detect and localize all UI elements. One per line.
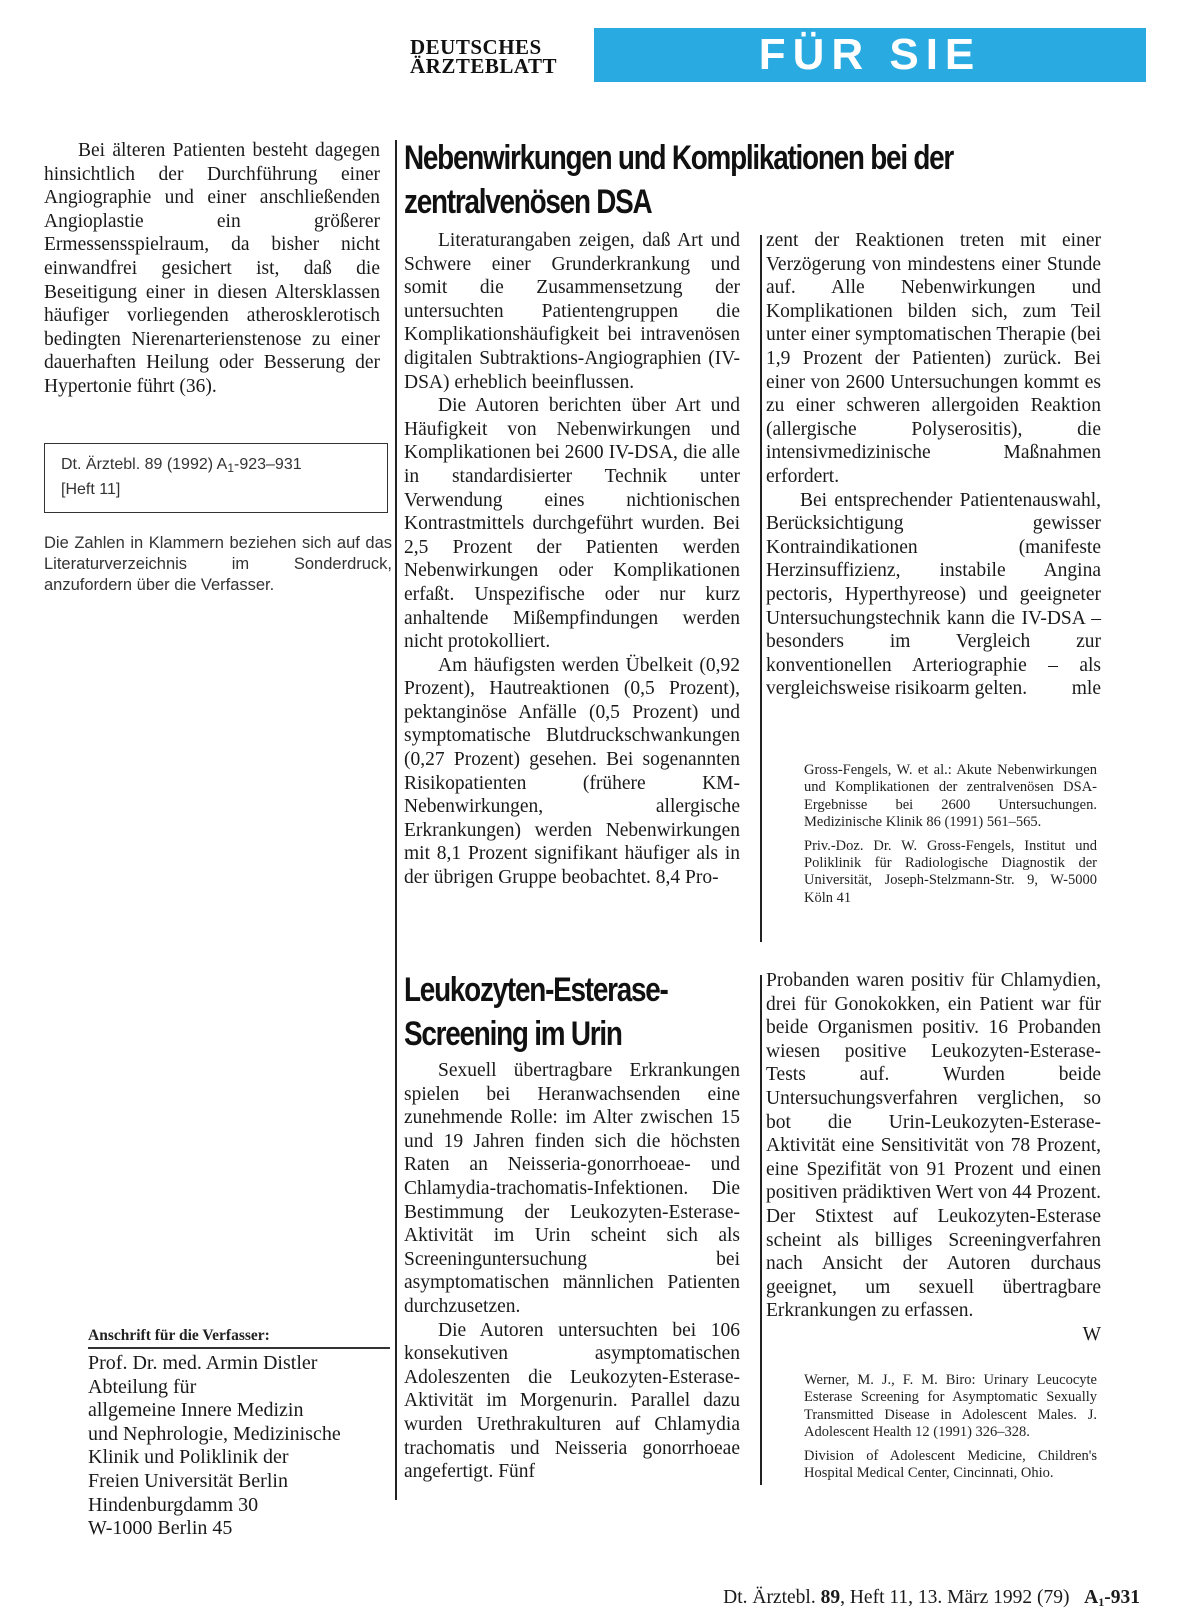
article1-title bbox=[404, 136, 953, 224]
left-column-intro bbox=[44, 139, 380, 399]
article2-column-1 bbox=[404, 1059, 740, 1484]
paragraph: Am häufigsten werden Übelkeit (0,92 Prozent), Hautreaktionen (0,5 Prozent), pektanginöse Anfälle (0,5 Prozent) und symptomatische Blutdruckschwankungen (0,27 Prozent) gesehen. Bei sogenannten Risikopatienten (frühere KM-Nebenwirkungen, allergische Erkrankungen) werden Nebenwirkungen mit 8,1 Prozent signifikant häufiger als in der übrigen Gruppe beobachtet. 8,4 Pro- bbox=[404, 654, 740, 889]
author-initials: W bbox=[1082, 1323, 1101, 1345]
reference-address: Division of Adolescent Medicine, Children's Hospital Medical Center, Cincinnati, Ohio. bbox=[804, 1447, 1097, 1482]
article2-title bbox=[404, 968, 668, 1056]
article1-column-1 bbox=[404, 229, 740, 890]
article2-title-line-1: Leukozyten-Esterase- bbox=[404, 971, 668, 1009]
page-footer: Dt. Ärztebl. 89, Heft 11, 13. März 1992 (79) $A_1-931$ bbox=[723, 1587, 1140, 1609]
article2-column-2 bbox=[766, 969, 1101, 1347]
address-line: Prof. Dr. med. Armin Distler bbox=[88, 1352, 318, 1374]
article1-title-line-2: zentralvenösen DSA bbox=[404, 183, 652, 221]
column-divider-article2 bbox=[760, 975, 762, 1485]
journal-logo bbox=[410, 35, 586, 78]
citation-box bbox=[44, 443, 388, 513]
article1-title-line-1: Nebenwirkungen und Komplikationen bei der bbox=[404, 139, 954, 177]
paragraph: Bei entsprechender Patientenauswahl, Berücksichtigung gewisser Kontraindikationen (manifeste Herzinsuffizienz, instabile Angina pectoris, Hyperthyreose) und geeigneter Untersuchungstechnik kann die IV-DSA – besonders im Vergleich zur konventionellen Arteriographie – als vergleichsweise risikoarm gelten. bbox=[766, 489, 1101, 700]
article1-references bbox=[804, 762, 1097, 913]
reference-address: Priv.-Doz. Dr. W. Gross-Fengels, Institut und Poliklinik für Radiologische Diagnostik der Universität, Joseph-Stelzmann-Str. 9, W-5000 Köln 41 bbox=[804, 837, 1097, 906]
article1-column-2 bbox=[766, 229, 1101, 700]
author-address bbox=[88, 1352, 398, 1541]
address-line: allgemeine Innere Medizin bbox=[88, 1399, 304, 1422]
paragraph: Probanden waren positiv für Chlamydien, drei für Gonokokken, ein Patient war für beide Organismen positiv. 16 Probanden wiesen positive Leukozyten-Esterase-Tests auf. Wurden beide Untersuchungsverfahren verglichen, so bot die Urin-Leukozyten-Esterase-Aktivität eine Sensitivität von 78 Prozent, eine Spezifität von 91 Prozent und einen positiven prädiktiven Wert von 44 Prozent. Der Stixtest auf Leukozyten-Esterase scheint als billiges Screeningverfahren nach Ansicht der Autoren durchaus geeignet, um sexuell übertragbare Erkrankungen zu erfassen. bbox=[766, 970, 1101, 1322]
column-divider-article1 bbox=[760, 235, 762, 942]
literature-note: Die Zahlen in Klammern beziehen sich auf das Literaturverzeichnis im Sonderdruck, anzufordern über die Verfasser. bbox=[44, 534, 392, 594]
address-line: Abteilung für bbox=[88, 1375, 197, 1398]
paragraph: Die Autoren berichten über Art und Häufigkeit von Nebenwirkungen und Komplikationen bei 2600 IV-DSA, die alle in standardisierter Technik unter Verwendung eines nichtionischen Kontrastmittels durchgeführt wurden. Bei 2,5 Prozent der Patienten werden Nebenwirkungen oder Komplikationen erfaßt. Unspezifische oder nur kurz anhaltende Mißempfindungen werden nicht protokolliert. bbox=[404, 395, 740, 653]
logo-line-1: DEUTSCHES bbox=[410, 35, 542, 59]
section-banner: FÜR SIE REFERIERT bbox=[594, 28, 1146, 82]
address-divider bbox=[88, 1347, 390, 1349]
intro-paragraph: Bei älteren Patienten besteht dagegen hinsichtlich der Durchführung einer Angiographie und einer anschließenden Angioplastie ein größerer Ermessensspielraum, da bisher nicht einwandfrei gesichert ist, daß die Beseitigung einer in diesen Altersklassen häufiger vorliegenden atherosklerotisch bedingten Nierenarterienstenose zu einer dauerhaften Heilung oder Besserung der Hypertonie führt (36). bbox=[44, 140, 380, 397]
reference: Werner, M. J., F. M. Biro: Urinary Leucocyte Esterase Screening for Asymptomatic Sexually Transmitted Disease in Adolescent Males. J. Adolescent Health 12 (1991) 326–328. bbox=[804, 1372, 1097, 1441]
citation-line-1: Dt. Ärztebl. 89 (1992) $A_1-923-931$ bbox=[61, 456, 302, 475]
address-line: und Nephrologie, Medizinische bbox=[88, 1422, 341, 1445]
reference: Gross-Fengels, W. et al.: Akute Nebenwirkungen und Komplikationen der zentralvenösen DSA-Ergebnisse bei 2600 Untersuchungen. Medizinische Klinik 86 (1991) 561–565. bbox=[804, 762, 1097, 831]
article2-title-line-2: Screening im Urin bbox=[404, 1015, 622, 1053]
address-heading: Anschrift für die Verfasser: bbox=[88, 1327, 270, 1344]
logo-line-2: ÄRZTEBLATT bbox=[410, 54, 557, 78]
paragraph: Literaturangaben zeigen, daß Art und Schwere einer Grunderkrankung und somit die Zusammensetzung der untersuchten Patientengruppen die Komplikationshäufigkeit bei intravenösen digitalen Subtraktions-Angiographien (IV-DSA) erheblich beeinflussen. bbox=[404, 230, 740, 393]
address-line: Klinik und Poliklinik der bbox=[88, 1446, 289, 1469]
citation-line-2: [Heft 11] bbox=[61, 481, 121, 498]
author-initials: mle bbox=[1071, 677, 1101, 699]
address-line: Hindenburgdamm 30 bbox=[88, 1493, 259, 1516]
paragraph: Die Autoren untersuchten bei 106 konsekutiven asymptomatischen Adoleszenten die Leukozyten-Esterase-Aktivität im Morgenurin. Parallel dazu wurden Urethrakulturen auf Chlamydia trachomatis und Neisseria gonorrhoeae angefertigt. Fünf bbox=[404, 1319, 740, 1483]
article2-references bbox=[804, 1372, 1097, 1488]
paragraph: zent der Reaktionen treten mit einer Verzögerung von mindestens einer Stunde auf. Alle Nebenwirkungen und Komplikationen bilden sich, zum Teil unter einer symptomatischen Therapie (bei 1,9 Prozent der Patienten) zurück. Bei einer von 2600 Untersuchungen kommt es zu einer schweren allergoiden Reaktion (allergische Polyserositis), die intensivmedizinische Maßnahmen erfordert. bbox=[766, 230, 1101, 487]
address-line: W-1000 Berlin 45 bbox=[88, 1517, 233, 1540]
paragraph: Sexuell übertragbare Erkrankungen spielen bei Heranwachsenden eine zunehmende Rolle: im Alter zwischen 15 und 19 Jahren finden sich die höchsten Raten an Neisseria-gonorrhoeae- und Chlamydia-trachomatis-Infektionen. Die Bestimmung der Leukozyten-Esterase-Aktivität im Urin scheint sich als Screeninguntersuchung bei asymptomatischen männlichen Patienten durchzusetzen. bbox=[404, 1060, 740, 1317]
address-line: Freien Universität Berlin bbox=[88, 1469, 288, 1492]
column-divider-left bbox=[395, 140, 397, 1500]
